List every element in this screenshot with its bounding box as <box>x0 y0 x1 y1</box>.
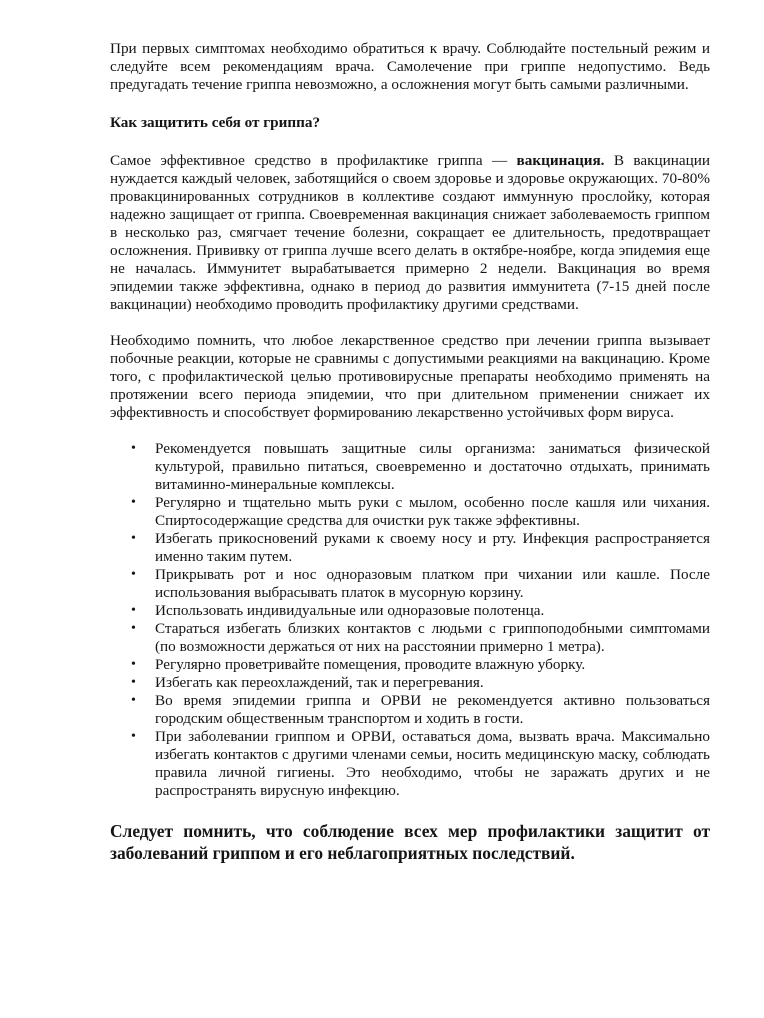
list-item <box>110 602 710 620</box>
bullet-icon: • <box>131 621 136 636</box>
list-item-text: Избегать прикосновений руками к своему носу и рту. Инфекция распространяется именно таким путем. <box>155 530 710 565</box>
bullet-icon: • <box>131 675 136 690</box>
bullet-icon: • <box>131 729 136 744</box>
final-statement: Следует помнить, что соблюдение всех мер профилактики защитит от заболеваний гриппом и его неблагоприятных последствий. <box>110 821 710 863</box>
list-item <box>110 656 710 674</box>
list-item-text: Прикрывать рот и нос одноразовым платком при чихании или кашле. После использования выбрасывать платок в мусорную корзину. <box>155 566 710 601</box>
bullet-icon: • <box>131 603 136 618</box>
medicine-paragraph: Необходимо помнить, что любое лекарственное средство при лечении гриппа вызывает побочные реакции, которые не сравнимы с допустимыми реакциями на вакцинацию. Кроме того, с профилактической целью противовирусные препараты необходимо применять на протяжении всего периода эпидемии, что при длительном применении снижает их эффективность и способствует формированию лекарственно устойчивых форм вируса. <box>110 332 710 421</box>
bullet-icon: • <box>131 567 136 582</box>
list-item-text: Использовать индивидуальные или одноразовые полотенца. <box>155 602 545 619</box>
vaccination-text-after: В вакцинации нуждается каждый человек, заботящийся о своем здоровье и здоровье окружающих. 70-80% провакцинированных сотрудников в коллективе создают иммунную прослойку, которая надежно защищает от гриппа. Своевременная вакцинация снижает заболеваемость гриппом в несколько раз, смягчает течение болезни, сокращает ее длительность, предотвращает осложнения. Прививку от гриппа лучше всего делать в октябре-ноябре, когда эпидемия еще не началась. Иммунитет вырабатывается примерно 2 недели. Вакцинация во время эпидемии также эффективна, однако в период до развития иммунитета (7-15 дней после вакцинации) необходимо проводить профилактику другими средствами. <box>110 152 710 313</box>
list-item-text: Рекомендуется повышать защитные силы организма: заниматься физической культурой, правильно питаться, своевременно и достаточно отдыхать, принимать витаминно-минеральные комплексы. <box>155 440 710 493</box>
bullet-icon: • <box>131 657 136 672</box>
vaccination-paragraph <box>110 152 710 314</box>
list-item-text: При заболевании гриппом и ОРВИ, оставаться дома, вызвать врача. Максимально избегать контактов с другими членами семьи, носить медицинскую маску, соблюдать правила личной гигиены. Это необходимо, чтобы не заражать других и не распространять вирусную инфекцию. <box>155 728 710 799</box>
list-item <box>110 530 710 566</box>
list-item <box>110 692 710 728</box>
list-item <box>110 674 710 692</box>
list-item-text: Стараться избегать близких контактов с людьми с гриппоподобными симптомами (по возможности держаться от них на расстоянии примерно 1 метра). <box>155 620 710 655</box>
list-item <box>110 566 710 602</box>
vaccination-text-before: Самое эффективное средство в профилактике гриппа — <box>110 152 517 169</box>
bullet-icon: • <box>131 495 136 510</box>
list-item <box>110 440 710 494</box>
bullet-icon: • <box>131 531 136 546</box>
list-item <box>110 494 710 530</box>
list-item-text: Регулярно проветривайте помещения, проводите влажную уборку. <box>155 656 586 673</box>
list-item <box>110 728 710 800</box>
list-item-text: Избегать как переохлаждений, так и перегревания. <box>155 674 484 691</box>
section-heading: Как защитить себя от гриппа? <box>110 114 321 131</box>
bullet-icon: • <box>131 693 136 708</box>
list-item-text: Регулярно и тщательно мыть руки с мылом, особенно после кашля или чихания. Спиртосодержащие средства для очистки рук также эффективны. <box>155 494 710 529</box>
bullet-icon: • <box>131 441 136 456</box>
vaccination-bold-term: вакцинация. <box>516 152 605 169</box>
prevention-list <box>110 440 710 800</box>
document-page <box>110 40 710 864</box>
intro-paragraph: При первых симптомах необходимо обратиться к врачу. Соблюдайте постельный режим и следуйте всем рекомендациям врача. Самолечение при гриппе недопустимо. Ведь предугадать течение гриппа невозможно, а осложнения могут быть самыми различными. <box>110 40 710 93</box>
list-item <box>110 620 710 656</box>
list-item-text: Во время эпидемии гриппа и ОРВИ не рекомендуется активно пользоваться городским общественным транспортом и ходить в гости. <box>155 692 710 727</box>
